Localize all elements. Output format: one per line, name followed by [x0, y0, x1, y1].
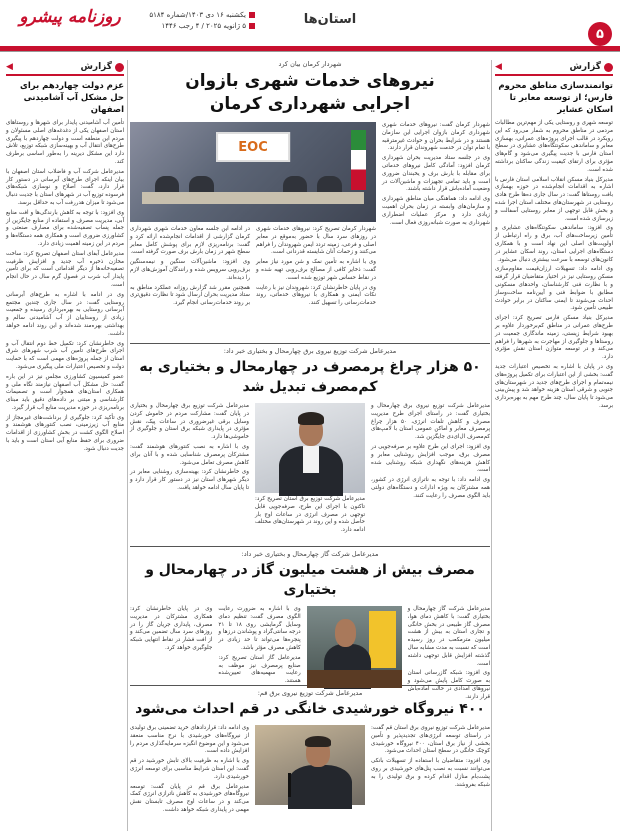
- report-header: [6, 60, 124, 76]
- story-body: [130, 403, 490, 537]
- paragraph: وی ادامه داد: قراردادهای خرید تضمینی برق تولیدی از نیروگاه‌های خورشیدی با نرخ مناسب منعقد می‌شود و این موضوع انگیزه سرمایه‌گذاری مردم را افزایش داده است.: [130, 725, 249, 755]
- story-electricity-lamps: [130, 347, 490, 543]
- gas-sign: [369, 611, 396, 668]
- portrait-hair: [305, 736, 331, 747]
- bullet-dot-icon: [115, 63, 124, 72]
- conference-table: [142, 192, 363, 204]
- page-header: [0, 0, 620, 52]
- qom-ceo-photo: [255, 725, 365, 805]
- report-label-wrap: [80, 62, 124, 72]
- paragraph: وی در جلسه ستاد مدیریت بحران شهرداری کرمان افزود: آمادگی کامل نیروهای خدماتی برای مقابله با بارش برف و یخبندان ضروری است و باید تمامی تجهیزات و ماشین‌آلات در وضعیت آماده‌باش قرار داشته باشند.: [382, 155, 490, 193]
- paragraph: وی ادامه داد: با توجه به ناترازی انرژی در کشور، همه مشترکان به ویژه ادارات و دستگاه‌های دولتی باید الگوی مصرف را رعایت کنند.: [371, 477, 490, 499]
- story-kicker: مدیرعامل شرکت توزیع نیروی برق قم:: [257, 689, 363, 697]
- ceo-portrait-photo: [255, 403, 365, 493]
- paragraph: وی افزود: ماشین‌آلات سنگین و نیمه‌سنگین برف‌روبی سرویس شده و رانندگان آموزش‌های لازم را دیده‌اند.: [130, 259, 250, 281]
- paragraph: مدیرعامل شرکت توزیع برق چهارمحال و بختیاری در پایان گفت: مشارکت مردم در خاموش کردن وسایل برقی غیرضروری در ساعات پیک، نقش مؤثری در پایداری شبکه برق استان و جلوگیری از خاموشی‌ها دارد.: [130, 403, 249, 441]
- section-title: استان‌ها: [303, 12, 357, 27]
- paragraph: وی خاطرنشان کرد: بهینه‌سازی روشنایی معابر در دیگر شهرهای استان نیز در دستور کار قرار دارد و تا پایان سال ادامه خواهد یافت.: [130, 469, 249, 491]
- paragraph: همچنین مقرر شد گزارش روزانه عملکرد مناطق به ستاد مدیریت بحران ارسال شود تا نظارت دقیق‌تری بر روند خدمات‌رسانی انجام گیرد.: [130, 284, 250, 307]
- paragraph: مدیرعامل شرکت توزیع نیروی برق چهارمحال و بختیاری گفت: در راستای اجرای طرح مدیریت مصرف و کاهش تلفات انرژی، ۵۰ هزار چراغ پرمصرف معابر و اماکن عمومی استان با لامپ‌های کم‌مصرف ال‌ای‌دی جایگزین شد.: [371, 403, 490, 441]
- issue-date: [135, 10, 255, 32]
- paragraph: تأمین آب آشامیدنی پایدار برای شهرها و روستاهای استان اصفهان یکی از دغدغه‌های اصلی مسئولان و مردم این منطقه است و دولت چهاردهم با پیگیری طرح‌های انتقال آب و بهینه‌سازی شبکه توزیع، تلاش دارد این مشکل دیرینه را به‌طور اساسی برطرف کند.: [6, 120, 124, 165]
- text-column: [130, 606, 212, 704]
- paragraph: شهردار کرمان تصریح کرد: نیروهای خدمات شهری در روزهای سرد سال با حضور به‌موقع در معابر اصلی و فرعی، زمینه تردد ایمن شهروندان را فراهم می‌کنند و زحمات آنان شایسته قدردانی است.: [256, 226, 376, 256]
- photo-and-text: [130, 122, 376, 310]
- paragraph: وی در ادامه با اشاره به طرح‌های آبرسانی روستایی گفت: در سال جاری چندین مجتمع آبرسانی روستایی به بهره‌برداری رسیده و جمعیت زیادی از روستاییان از آب آشامیدنی سالم و بهداشتی بهره‌مند شده‌اند و این روند ادامه خواهد داشت.: [6, 291, 124, 337]
- text-column: [382, 122, 490, 310]
- portrait-head: [335, 619, 356, 647]
- story-kicker: مدیرعامل شرکت گاز چهارمحال و بختیاری خبر داد:: [241, 550, 379, 558]
- microphone-icon: [288, 773, 291, 797]
- paragraph: وی خاطرنشان کرد: تکمیل خط دوم انتقال آب و اجرای طرح‌های تأمین آب شرب شهرهای شرق استان از جمله پروژه‌های مهمی است که با حمایت دولت و تخصیص اعتبارات ملی پیگیری می‌شود.: [6, 340, 124, 370]
- text-column: [408, 606, 490, 704]
- story-solar: [130, 689, 490, 839]
- text-column: [130, 403, 249, 537]
- story-kicker: شهردار کرمان بیان کرد: [278, 60, 342, 68]
- story-kicker: مدیرعامل شرکت توزیع نیروی برق چهارمحال و بختیاری خبر داد:: [223, 347, 397, 355]
- story-kerman: [130, 60, 490, 340]
- paragraph: وی افزود: اجرای این طرح علاوه بر صرفه‌جویی در مصرف برق، موجب افزایش روشنایی معابر و کاهش هزینه‌های نگهداری شبکه روشنایی شده است.: [371, 443, 490, 474]
- article-title: توانمندسازی مناطق محروم فارس؛ از توسعه معابر تا اسکان عشایر: [498, 81, 613, 115]
- paragraph: وی ادامه داد: تسهیلات ارزان‌قیمت مقاوم‌سازی مسکن روستایی نیز در اختیار متقاضیان قرار گرفته و با نظارت فنی کارشناسان، واحدهای مسکونی مطابق با ضوابط فنی و آیین‌نامه ساخت‌وساز احداث می‌شوند تا ایمنی ساکنان در برابر حوادث طبیعی تأمین شود.: [495, 266, 613, 312]
- portrait-hair: [298, 412, 324, 425]
- paragraph: مدیرعامل آبفای استان اصفهان تصریح کرد: ساخت مخازن ذخیره آب جدید و افزایش ظرفیت تصفیه‌خانه‌ها از دیگر اقداماتی است که برای تأمین پایدار آب شرب در فصول گرم سال در حال انجام است.: [6, 250, 124, 288]
- paragraph: وی تأکید کرد: جلوگیری از برداشت‌های غیرمجاز از منابع آب زیرزمینی، نصب کنتورهای هوشمند و اصلاح الگوی کشت در بخش کشاورزی از اقدامات ضروری برای حفظ منابع آبی استان است و باید با جدیت دنبال شود.: [6, 414, 124, 452]
- left-column-report: [6, 60, 124, 833]
- paragraph: مدیرعامل شرکت توزیع برق استان تصریح کرد: تاکنون با اجرای این طرح، صرفه‌جویی قابل توجهی در مصرف انرژی در ساعات اوج بار حاصل شده و این روند در شهرستان‌های مختلف ادامه دارد.: [255, 496, 365, 534]
- paragraph: توسعه شهری و روستایی یکی از مهم‌ترین مطالبات مردمی در مناطق محروم به شمار می‌رود که این رویکرد در قالب اجرای پروژه‌های عمرانی، بهسازی معابر و ساماندهی سکونتگاه‌های عشایری در سطح استان فارس با جدیت پیگیری می‌شود و گام‌های مؤثری برای ارتقای کیفیت زندگی ساکنان برداشته شده است.: [495, 120, 613, 173]
- paragraph: وی با اشاره به نصب کنتورهای هوشمند گفت: مشترکان پرمصرف شناسایی شده و با آنان برای کاهش مصرف تعامل می‌شود.: [130, 443, 249, 466]
- paragraph: مدیرعامل برق قم در پایان گفت: توسعه نیروگاه‌های خورشیدی به کاهش ناترازی انرژی کمک می‌کند و در ساعات اوج مصرف تابستان نقش مهمی در پایداری شبکه خواهد داشت.: [130, 783, 249, 813]
- report-label: گزارش: [80, 62, 112, 72]
- story-body: [130, 725, 490, 817]
- report-header: [495, 60, 613, 76]
- story-headline: نیروهای خدمات شهری بازوان اجرایی شهرداری کرمان: [185, 71, 435, 114]
- paragraph: عضو کمیسیون کشاورزی مجلس نیز در این باره گفت: حل مشکل آب اصفهان نیازمند نگاه ملی و همکاری استان‌های همجوار است و تصمیمات کارشناسی و مبتنی بر داده‌های دقیق باید مبنای برنامه‌ریزی در حوزه مدیریت منابع آب قرار گیرد.: [6, 373, 124, 411]
- page-number-badge: ۵: [588, 22, 612, 46]
- text-column: [130, 226, 250, 310]
- story-body: [130, 122, 490, 310]
- paragraph: مدیرعامل شرکت توزیع نیروی برق استان قم گفت: در راستای توسعه انرژی‌های تجدیدپذیر و تأمین بخشی از نیاز برق استان، ۴۰۰ نیروگاه خورشیدی کوچک خانگی در سطح استان احداث می‌شود.: [371, 725, 490, 755]
- paragraph: مدیرعامل شرکت آب و فاضلاب استان اصفهان با بیان اینکه اجرای طرح‌های آبرسانی در دستور کار قرار دارد، گفت: اصلاح و نوسازی شبکه‌های فرسوده توزیع آب در شهرهای استان با جدیت دنبال می‌شود تا میزان هدررفت آب به حداقل برسد.: [5, 168, 124, 206]
- text-column: [255, 496, 365, 535]
- paragraph: مدیرعامل شرکت گاز چهارمحال و بختیاری گفت: با کاهش دمای هوا، مصرف گاز طبیعی در بخش خانگی و تجاری استان به بیش از هشت میلیون مترمکعب در روز رسیده است که نسبت به مدت مشابه سال گذشته افزایش قابل توجهی داشته است.: [407, 606, 490, 667]
- bullet-dot-icon: [604, 63, 613, 72]
- paragraph: وی در پایان با اشاره به تخصیص اعتبارات جدید گفت: بخشی از این اعتبارات برای تکمیل پروژه‌های نیمه‌تمام و اجرای طرح‌های جدید در شهرستان‌های جنوبی و شرقی استان هزینه خواهد شد و پیش‌بینی می‌شود تا پایان سال، چند طرح مهم به بهره‌برداری برسد.: [495, 363, 613, 409]
- paragraph: وی در پایان خاطرنشان کرد: شهروندان نیز با رعایت نکات ایمنی و همکاری با نیروهای خدماتی، روند خدمات‌رسانی را تسهیل کنند.: [256, 284, 376, 307]
- main-column: [130, 60, 490, 833]
- text-under-photo: [130, 226, 376, 310]
- paragraph: وی افزود: ساماندهی سکونتگاه‌های عشایری و تأمین زیرساخت‌های آب، برق و راه ارتباطی از اولویت‌های اصلی این نهاد است و با همکاری دستگاه‌های اجرایی استان، روند اسکان عشایر در کانون‌های توسعه با سرعت بیشتری دنبال می‌شود.: [495, 225, 613, 263]
- flag-icon: [351, 130, 366, 190]
- text-column: [371, 725, 490, 817]
- paragraph: مدیرکل بنیاد مسکن فارس تصریح کرد: اجرای طرح‌های عمرانی در مناطق کم‌برخوردار علاوه بر بهبود شرایط زیستی، زمینه ماندگاری جمعیت در روستاها و جلوگیری از مهاجرت به شهرها را فراهم می‌کند و در توسعه متوازن استان نقش مؤثری دارد.: [495, 315, 613, 361]
- newspaper-logo: روزنامه پیشرو: [19, 7, 121, 27]
- right-column-report: [495, 60, 613, 833]
- paragraph: وی افزود: با توجه به کاهش بارندگی‌ها و افت منابع آبی، مدیریت مصرف و استفاده از منابع جایگزین از جمله پساب تصفیه‌شده برای مصارف صنعتی و کشاورزی ضروری است و همکاری همه دستگاه‌ها و مردم در این زمینه اهمیت زیادی دارد.: [6, 209, 124, 247]
- section-divider: [130, 546, 490, 547]
- column-divider-left: [127, 60, 128, 831]
- paragraph: وی با اشاره به ضرورت رعایت الگوی مصرف گفت: تنظیم دمای وسایل گرمایشی روی ۱۸ تا ۲۱ درجه سانتی‌گراد و پوشاندن درزها و پنجره‌ها می‌تواند تا حد زیادی در کاهش مصرف مؤثر باشد.: [218, 606, 301, 651]
- paragraph: مدیرعامل گاز استان تصریح کرد: صنایع پرمصرف نیز موظف به رعایت سهمیه‌های تعیین‌شده هستند.: [218, 654, 301, 685]
- paragraph: شهردار کرمان گفت: نیروهای خدمات شهری شهرداری کرمان بازوان اجرایی این سازمان هستند و در شرایط بحران و حوادث غیرمترقبه با تمام توان در خدمت شهروندان قرار دارند.: [382, 122, 490, 152]
- arrow-left-icon: ◀: [6, 62, 13, 72]
- desk: [307, 670, 402, 688]
- gas-ceo-photo: [307, 606, 402, 688]
- date-line-1: یکشنبه ۱۶ دی ۱۴۰۳/شماره ۵۱۸۴: [149, 11, 246, 19]
- story-headline: مصرف بیش از هشت میلیون گاز در چهارمحال و بختیاری: [145, 562, 475, 598]
- report-label-wrap: [569, 62, 613, 72]
- portrait-block: [255, 403, 365, 537]
- story-headline: ۵۰ هزار چراغ پرمصرف در چهارمحال و بختیاری به کم‌مصرف تبدیل شد: [139, 359, 481, 395]
- article-body: [495, 120, 613, 411]
- article-title: عزم دولت چهاردهم برای حل مشکل آب آشامیدنی اصفهان: [20, 81, 124, 115]
- paragraph: وی ادامه داد: هماهنگی میان مناطق شهرداری و سازمان‌های وابسته در زمان بحران اهمیت زیادی دارد و مرکز عملیات اضطراری شهرداری به صورت شبانه‌روزی فعال است.: [382, 196, 490, 226]
- portrait-shirt: [303, 446, 318, 473]
- date-line-2: ۵ ژانویه ۲۰۲۵ / ۴ رجب ۱۴۴۶: [161, 22, 246, 30]
- column-divider-right: [491, 60, 492, 831]
- arrow-left-icon: ◀: [495, 62, 502, 72]
- paragraph: در ادامه این جلسه معاون خدمات شهری شهرداری کرمان گزارشی از اقدامات انجام‌شده ارائه کرد و گفت: برنامه‌ریزی لازم برای پوشش کامل معابر سطح شهر در زمان بارش برف صورت گرفته است.: [130, 226, 250, 256]
- paragraph: وی افزود: متقاضیان با استفاده از تسهیلات بانکی می‌توانند نسبت به نصب پنل‌های خورشیدی بر روی پشت‌بام منازل اقدام کرده و برق تولیدی را به شبکه بفروشند.: [371, 758, 490, 788]
- header-accent-bar: [0, 46, 620, 51]
- text-column: [371, 403, 490, 537]
- section-divider: [130, 343, 490, 344]
- paragraph: وی افزود: شبکه گازرسانی استان به صورت کامل پایش می‌شود و نیروهای امدادی در حالت آماده‌باش قرار دارند.: [407, 670, 490, 700]
- paragraph: وی با اشاره به تأمین نمک و شن مورد نیاز معابر گفت: ذخایر کافی از مصالح برف‌روبی تهیه شده و در نقاط حساس شهر توزیع شده است.: [256, 259, 376, 281]
- report-label: گزارش: [569, 62, 601, 72]
- paragraph: وی با اشاره به ظرفیت بالای تابش خورشید در قم گفت: این استان شرایط مناسبی برای توسعه انرژی خورشیدی دارد.: [130, 758, 249, 780]
- portrait-body: [288, 765, 352, 809]
- story-headline: ۴۰۰ نیروگاه خورشیدی خانگی در قم احداث می‌شود: [135, 701, 485, 717]
- text-column: [256, 226, 376, 310]
- article-body: [6, 120, 124, 454]
- text-column: [130, 725, 249, 817]
- meeting-photo: [130, 122, 376, 222]
- paragraph: وی در پایان خاطرنشان کرد: همکاری مشترکان در مدیریت مصرف، پایداری جریان گاز را در روزهای سرد سال تضمین می‌کند و از افت فشار در نقاط انتهایی شبکه جلوگیری خواهد کرد.: [130, 606, 213, 651]
- eoc-board: EOC: [216, 132, 290, 162]
- paragraph: مدیرکل بنیاد مسکن انقلاب اسلامی استان فارس با اشاره به اقدامات انجام‌شده در حوزه بهسازی بافت روستاها گفت: در سال جاری ده‌ها طرح هادی روستایی در شهرستان‌های مختلف استان اجرا شده و بخش قابل توجهی از معابر روستایی آسفالت و زیرسازی شده است.: [495, 176, 613, 222]
